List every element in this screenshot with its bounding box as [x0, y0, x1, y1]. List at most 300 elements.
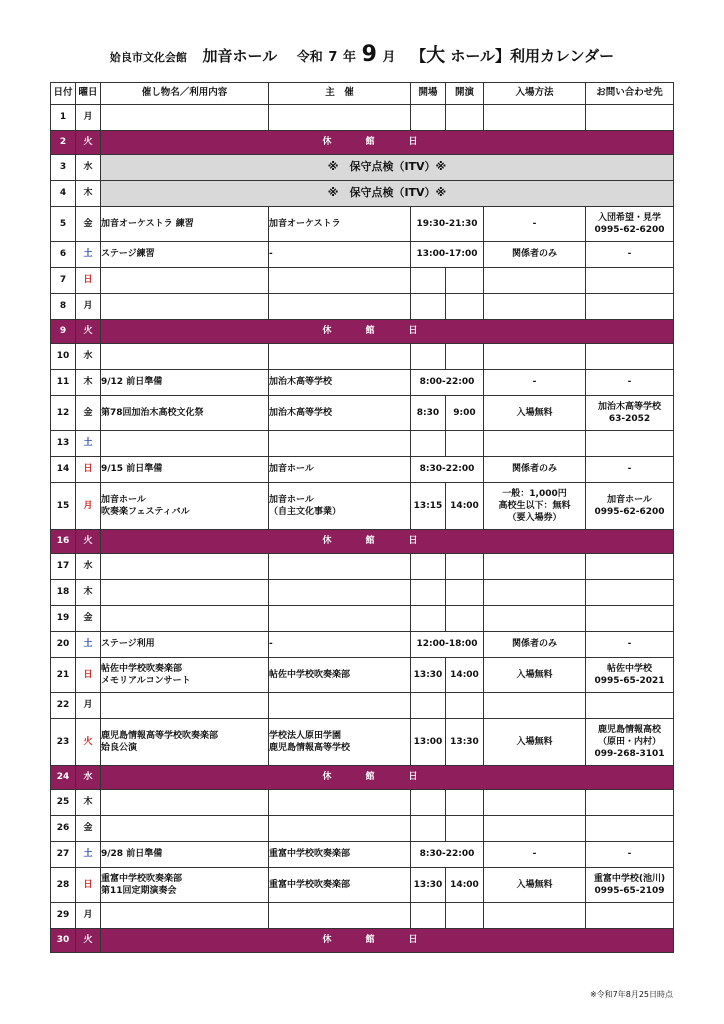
weekday: 水: [76, 155, 101, 181]
col-event: 催し物名／利用内容: [101, 83, 269, 105]
contact-line: 099-268-3101: [594, 749, 665, 760]
event-cell: [101, 483, 269, 530]
weekday: 火: [76, 320, 101, 344]
admission-line: -: [532, 218, 537, 229]
admission-cell: [484, 242, 586, 268]
month-unit: 月: [382, 50, 396, 65]
weekday: 火: [76, 131, 101, 155]
organizer-cell: [269, 105, 411, 131]
day-number: 13: [51, 431, 76, 457]
event-cell: [101, 903, 269, 929]
open-time: [411, 693, 446, 719]
organizer-cell: [269, 632, 411, 658]
contact-cell: [586, 606, 674, 632]
event-cell: [101, 105, 269, 131]
calendar-hall: ホール: [445, 47, 496, 65]
event-cell: [101, 816, 269, 842]
event-cell: [101, 457, 269, 483]
admission-line: 高校生以下：無料: [498, 500, 571, 511]
contact-cell: [586, 719, 674, 766]
admission-cell: [484, 483, 586, 530]
contact-line: -: [627, 464, 632, 475]
contact-line: 0995-62-6200: [594, 225, 665, 235]
calendar-row: [51, 320, 674, 344]
calendar-row: [51, 816, 674, 842]
era-label: 令和: [296, 50, 323, 65]
calendar-body: [51, 105, 674, 953]
calendar-row: [51, 131, 674, 155]
time-range: 13:00-17:00: [411, 242, 484, 268]
event-line: 第78回加治木高校文化祭: [101, 407, 204, 418]
closed-day-label: 休館日: [101, 131, 674, 155]
admission-cell: [484, 554, 586, 580]
event-cell: [101, 344, 269, 370]
calendar-big-char: 大: [426, 44, 446, 66]
day-number: 30: [51, 929, 76, 953]
contact-cell: [586, 632, 674, 658]
closed-day-label: 休館日: [101, 530, 674, 554]
contact-cell: [586, 903, 674, 929]
organizer-cell: [269, 431, 411, 457]
calendar-row: [51, 207, 674, 242]
calendar-row: [51, 370, 674, 396]
contact-line: 重富中学校(池川): [593, 873, 666, 884]
organizer-line: 帖佐中学校吹奏楽部: [269, 669, 351, 680]
event-cell: [101, 396, 269, 431]
open-time: [411, 554, 446, 580]
day-number: 23: [51, 719, 76, 766]
col-organizer: 主 催: [269, 83, 411, 105]
admission-cell: [484, 294, 586, 320]
start-time: 9:00: [446, 396, 484, 431]
admission-cell: [484, 816, 586, 842]
calendar-row: [51, 155, 674, 181]
weekday: 土: [76, 632, 101, 658]
weekday: 木: [76, 790, 101, 816]
month-value: 9: [361, 42, 377, 67]
calendar-row: [51, 242, 674, 268]
calendar-row: [51, 181, 674, 207]
organizer-line: 重富中学校吹奏楽部: [269, 849, 351, 860]
contact-line: 鹿児島情報高校: [597, 724, 661, 735]
organizer-cell: [269, 457, 411, 483]
day-number: 3: [51, 155, 76, 181]
venue-name: 姶良市文化会館: [109, 51, 187, 64]
calendar-row: [51, 868, 674, 903]
day-number: 7: [51, 268, 76, 294]
calendar-row: [51, 396, 674, 431]
weekday: 金: [76, 396, 101, 431]
admission-line: 入場無料: [516, 879, 553, 890]
event-cell: [101, 693, 269, 719]
weekday: 金: [76, 606, 101, 632]
day-number: 29: [51, 903, 76, 929]
contact-cell: [586, 242, 674, 268]
organizer-cell: [269, 903, 411, 929]
organizer-line: 加治木高等学校: [269, 407, 333, 418]
col-day: 日付: [51, 83, 76, 105]
organizer-cell: [269, 268, 411, 294]
event-line: 加音オーケストラ 練習: [101, 218, 194, 229]
weekday: 日: [76, 868, 101, 903]
start-time: 14:00: [446, 483, 484, 530]
organizer-cell: [269, 242, 411, 268]
admission-cell: [484, 431, 586, 457]
day-number: 1: [51, 105, 76, 131]
weekday: 土: [76, 242, 101, 268]
calendar-row: [51, 530, 674, 554]
calendar-row: [51, 766, 674, 790]
header-row: [51, 83, 674, 105]
admission-cell: [484, 868, 586, 903]
calendar-row: [51, 929, 674, 953]
event-cell: [101, 268, 269, 294]
event-line: メモリアルコンサート: [101, 676, 191, 686]
admission-cell: [484, 105, 586, 131]
open-time: 13:30: [411, 868, 446, 903]
organizer-cell: [269, 396, 411, 431]
admission-cell: [484, 632, 586, 658]
calendar-row: [51, 268, 674, 294]
admission-line: 関係者のみ: [511, 464, 557, 475]
open-time: [411, 816, 446, 842]
calendar-row: [51, 294, 674, 320]
admission-cell: [484, 457, 586, 483]
organizer-line: -: [269, 249, 273, 260]
admission-cell: [484, 903, 586, 929]
usage-calendar-table: [50, 82, 674, 953]
admission-line: 関係者のみ: [511, 639, 557, 650]
start-time: 14:00: [446, 868, 484, 903]
maintenance-label: ※ 保守点検（ITV）※: [101, 181, 674, 207]
maintenance-label: ※ 保守点検（ITV）※: [101, 155, 674, 181]
day-number: 11: [51, 370, 76, 396]
admission-cell: [484, 268, 586, 294]
start-time: [446, 268, 484, 294]
event-cell: [101, 242, 269, 268]
day-number: 25: [51, 790, 76, 816]
closed-day-label: 休館日: [101, 766, 674, 790]
event-line: ステージ利用: [101, 639, 155, 650]
day-number: 10: [51, 344, 76, 370]
calendar-row: [51, 580, 674, 606]
organizer-line: （自主文化事業）: [269, 507, 342, 517]
day-number: 15: [51, 483, 76, 530]
weekday: 火: [76, 719, 101, 766]
admission-line: -: [532, 377, 537, 388]
organizer-cell: [269, 719, 411, 766]
contact-line: -: [627, 249, 632, 260]
day-number: 2: [51, 131, 76, 155]
admission-cell: [484, 580, 586, 606]
weekday: 土: [76, 842, 101, 868]
calendar-row: [51, 431, 674, 457]
time-range: 12:00-18:00: [411, 632, 484, 658]
closed-day-label: 休館日: [101, 320, 674, 344]
day-number: 14: [51, 457, 76, 483]
admission-line: 入場無料: [516, 669, 553, 680]
event-line: 9/28 前日準備: [101, 849, 163, 860]
organizer-line: 加音オーケストラ: [269, 218, 341, 229]
weekday: 水: [76, 766, 101, 790]
contact-cell: [586, 868, 674, 903]
open-time: [411, 790, 446, 816]
time-range: 8:30-22:00: [411, 842, 484, 868]
event-line: ステージ練習: [101, 249, 155, 260]
day-number: 22: [51, 693, 76, 719]
weekday: 水: [76, 344, 101, 370]
open-time: [411, 903, 446, 929]
day-number: 17: [51, 554, 76, 580]
calendar-row: [51, 790, 674, 816]
contact-cell: [586, 693, 674, 719]
contact-cell: [586, 658, 674, 693]
contact-cell: [586, 431, 674, 457]
col-weekday: 曜日: [76, 83, 101, 105]
admission-line: （要入場券）: [507, 513, 562, 524]
col-open: 開場: [411, 83, 446, 105]
organizer-cell: [269, 868, 411, 903]
start-time: 13:30: [446, 719, 484, 766]
event-cell: [101, 842, 269, 868]
event-cell: [101, 790, 269, 816]
footnote: ※令和7年8月25日時点: [589, 990, 673, 999]
calendar-row: [51, 658, 674, 693]
admission-line: -: [532, 849, 537, 860]
event-line: 加音ホール: [101, 494, 146, 505]
contact-cell: [586, 268, 674, 294]
weekday: 金: [76, 816, 101, 842]
calendar-row: [51, 105, 674, 131]
admission-cell: [484, 396, 586, 431]
admission-line: 入場無料: [516, 736, 553, 747]
organizer-cell: [269, 580, 411, 606]
weekday: 水: [76, 554, 101, 580]
calendar-row: [51, 719, 674, 766]
open-time: 8:30: [411, 396, 446, 431]
day-number: 18: [51, 580, 76, 606]
start-time: [446, 693, 484, 719]
organizer-line: 加音ホール: [269, 494, 314, 505]
organizer-line: 学校法人原田学園: [269, 730, 342, 741]
day-number: 19: [51, 606, 76, 632]
open-time: [411, 344, 446, 370]
event-cell: [101, 294, 269, 320]
day-number: 24: [51, 766, 76, 790]
time-range: 8:30-22:00: [411, 457, 484, 483]
day-number: 26: [51, 816, 76, 842]
organizer-cell: [269, 554, 411, 580]
organizer-cell: [269, 344, 411, 370]
contact-cell: [586, 396, 674, 431]
admission-line: 関係者のみ: [511, 249, 557, 260]
contact-cell: [586, 105, 674, 131]
admission-cell: [484, 207, 586, 242]
col-start: 開演: [446, 83, 484, 105]
start-time: [446, 903, 484, 929]
organizer-cell: [269, 842, 411, 868]
contact-cell: [586, 554, 674, 580]
organizer-cell: [269, 606, 411, 632]
admission-cell: [484, 790, 586, 816]
weekday: 月: [76, 483, 101, 530]
start-time: [446, 294, 484, 320]
contact-line: 加治木高等学校: [597, 401, 661, 412]
day-number: 28: [51, 868, 76, 903]
day-number: 4: [51, 181, 76, 207]
contact-line: 0995-62-6200: [594, 507, 665, 517]
weekday: 金: [76, 207, 101, 242]
event-cell: [101, 580, 269, 606]
year-value: 7: [328, 50, 338, 65]
organizer-cell: [269, 370, 411, 396]
open-time: 13:00: [411, 719, 446, 766]
admission-cell: [484, 344, 586, 370]
organizer-cell: [269, 483, 411, 530]
organizer-line: 加音ホール: [269, 464, 314, 475]
contact-line: 63-2052: [608, 414, 651, 424]
weekday: 木: [76, 181, 101, 207]
event-cell: [101, 207, 269, 242]
contact-cell: [586, 457, 674, 483]
organizer-line: 加治木高等学校: [269, 377, 333, 388]
organizer-line: -: [269, 639, 273, 650]
year-unit: 年: [343, 50, 357, 65]
start-time: 14:00: [446, 658, 484, 693]
day-number: 9: [51, 320, 76, 344]
day-number: 12: [51, 396, 76, 431]
open-time: [411, 105, 446, 131]
page-title: [0, 40, 724, 67]
admission-cell: [484, 842, 586, 868]
calendar-row: [51, 693, 674, 719]
calendar-row: [51, 457, 674, 483]
admission-cell: [484, 658, 586, 693]
event-cell: [101, 431, 269, 457]
event-cell: [101, 719, 269, 766]
organizer-cell: [269, 658, 411, 693]
open-time: [411, 580, 446, 606]
open-time: 13:30: [411, 658, 446, 693]
event-line: 第11回定期演奏会: [101, 886, 177, 896]
calendar-row: [51, 344, 674, 370]
event-line: 9/15 前日準備: [101, 464, 163, 475]
organizer-cell: [269, 693, 411, 719]
start-time: [446, 790, 484, 816]
organizer-cell: [269, 790, 411, 816]
contact-line: -: [627, 377, 632, 388]
day-number: 8: [51, 294, 76, 320]
calendar-row: [51, 483, 674, 530]
start-time: [446, 431, 484, 457]
contact-cell: [586, 580, 674, 606]
event-cell: [101, 606, 269, 632]
weekday: 火: [76, 929, 101, 953]
hall-name: 加音ホール: [202, 47, 278, 65]
calendar-prefix: 【: [411, 47, 427, 65]
weekday: 火: [76, 530, 101, 554]
calendar-row: [51, 554, 674, 580]
event-line: 帖佐中学校吹奏楽部: [101, 663, 183, 674]
contact-cell: [586, 294, 674, 320]
event-cell: [101, 554, 269, 580]
time-range: 8:00-22:00: [411, 370, 484, 396]
event-line: 吹奏楽フェスティバル: [101, 507, 190, 517]
day-number: 16: [51, 530, 76, 554]
contact-cell: [586, 207, 674, 242]
contact-line: 帖佐中学校: [606, 663, 652, 674]
col-admission: 入場方法: [484, 83, 586, 105]
contact-cell: [586, 842, 674, 868]
day-number: 6: [51, 242, 76, 268]
admission-cell: [484, 719, 586, 766]
day-number: 21: [51, 658, 76, 693]
calendar-row: [51, 903, 674, 929]
admission-line: 入場無料: [516, 407, 553, 418]
closed-day-label: 休館日: [101, 929, 674, 953]
open-time: [411, 431, 446, 457]
weekday: 日: [76, 658, 101, 693]
admission-cell: [484, 370, 586, 396]
contact-line: （原田・内村）: [597, 736, 661, 747]
start-time: [446, 554, 484, 580]
calendar-suffix: 】利用カレンダー: [495, 47, 615, 65]
contact-cell: [586, 483, 674, 530]
contact-line: 加音ホール: [607, 494, 652, 505]
event-line: 重富中学校吹奏楽部: [101, 873, 183, 884]
start-time: [446, 580, 484, 606]
time-range: 19:30-21:30: [411, 207, 484, 242]
event-cell: [101, 632, 269, 658]
contact-line: 0995-65-2021: [594, 676, 665, 686]
organizer-cell: [269, 294, 411, 320]
weekday: 日: [76, 268, 101, 294]
open-time: [411, 606, 446, 632]
col-contact: お問い合わせ先: [586, 83, 674, 105]
event-line: 9/12 前日準備: [101, 377, 163, 388]
contact-cell: [586, 790, 674, 816]
day-number: 5: [51, 207, 76, 242]
calendar-row: [51, 632, 674, 658]
open-time: 13:15: [411, 483, 446, 530]
contact-line: 入団希望・見学: [597, 212, 661, 223]
weekday: 月: [76, 903, 101, 929]
organizer-cell: [269, 816, 411, 842]
event-line: 姶良公演: [101, 743, 138, 753]
weekday: 月: [76, 294, 101, 320]
admission-line: 一般：1,000円: [502, 488, 567, 499]
event-cell: [101, 370, 269, 396]
contact-line: -: [627, 849, 632, 860]
contact-cell: [586, 816, 674, 842]
weekday: 木: [76, 580, 101, 606]
calendar-row: [51, 842, 674, 868]
open-time: [411, 294, 446, 320]
contact-line: -: [627, 639, 632, 650]
open-time: [411, 268, 446, 294]
weekday: 木: [76, 370, 101, 396]
organizer-cell: [269, 207, 411, 242]
contact-line: 0995-65-2109: [594, 886, 665, 896]
contact-cell: [586, 344, 674, 370]
start-time: [446, 816, 484, 842]
start-time: [446, 344, 484, 370]
weekday: 土: [76, 431, 101, 457]
day-number: 20: [51, 632, 76, 658]
weekday: 日: [76, 457, 101, 483]
event-cell: [101, 868, 269, 903]
event-cell: [101, 658, 269, 693]
